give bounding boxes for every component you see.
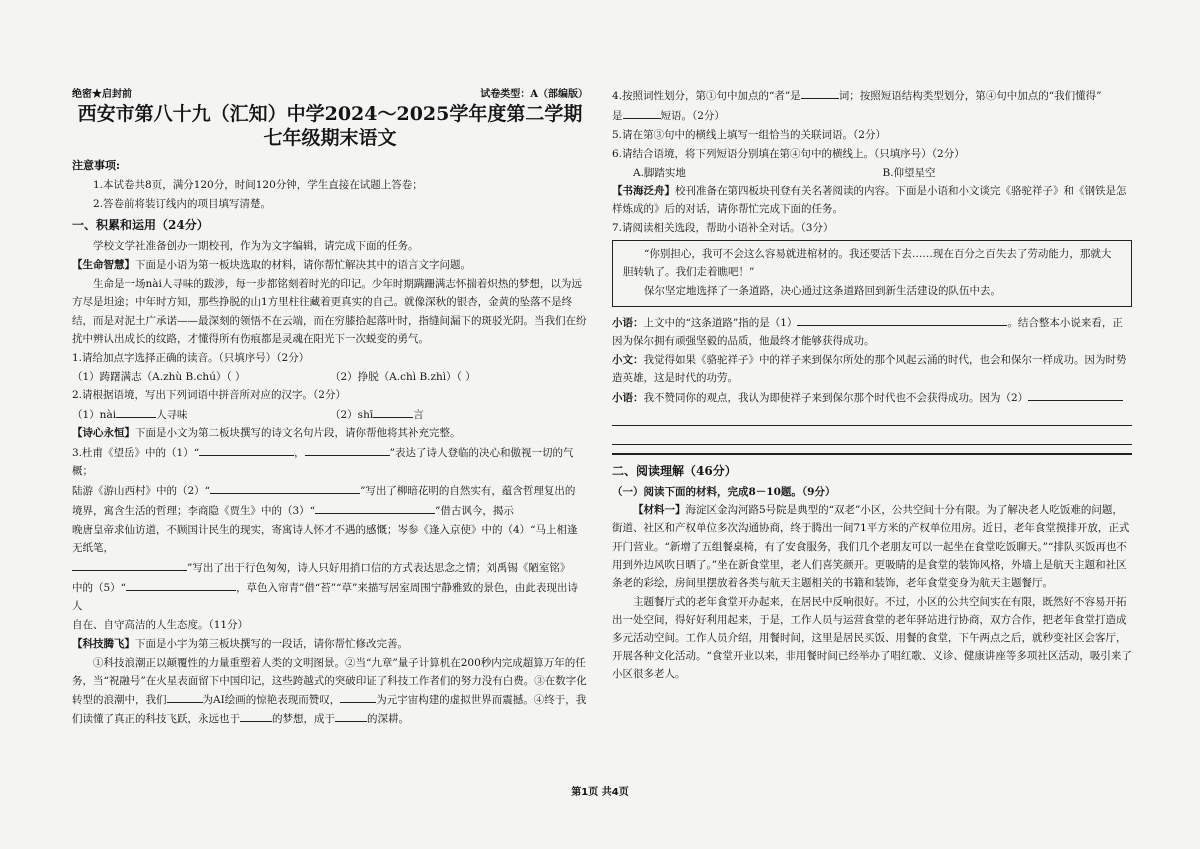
section-divider	[612, 453, 1132, 455]
notice-item: 2.答卷前将装订线内的项目填写清楚。	[93, 197, 272, 210]
q3-text: ”借古讽今，揭示	[435, 504, 514, 517]
dialogue-xiaowen	[612, 351, 1132, 387]
material-1-text: 海淀区金沟河路5号院是典型的“双老”小区，公共空间十分有限。为了解决老人吃饭难的问题，街道、社区和产权单位多次沟通协商，终于腾出一间71平方米的产权单位用房。近日，老年食堂摸排开放，正式开门营业。“新增了五组餐桌椅，有了安食服务，我们几个老朋友可以一起坐在食堂吃饭聊天。”“排队买饭再也不用到外边风吹日晒了。”坐在新食堂里，老人们喜笑颜开。更吸睛的是食堂的装饰风格，外墙上是航天主题和社区条老的彩绘，房间里摆放着各类与航天主题相关的书籍和装饰，老年食堂变身为航天主题餐厅。	[612, 504, 1130, 589]
part1-tag: 【生命智慧】	[72, 259, 135, 272]
answer-blank[interactable]	[126, 578, 236, 591]
question-5: 5.请在第③句中的横线上填写一组恰当的关联词语。（2分）	[612, 129, 886, 142]
answer-blank[interactable]	[335, 709, 367, 722]
question-3-line: 晚唐皇帝求仙访道，不顾国计民生的现实，寄寓诗人怀才不遇的感慨；岑参《逢入京使》中的（4）“马上相逢无纸笔，	[72, 524, 578, 555]
q4-text: 短语。（2分）	[660, 110, 725, 123]
answer-blank[interactable]	[305, 443, 390, 456]
material-1-para	[612, 501, 1132, 591]
left-column	[72, 86, 588, 730]
q3-text: ”表达了诗人登临的决心和傲视一切的气概；	[72, 446, 574, 477]
dialogue-text: 我觉得如果《骆驼祥子》中的祥子来到保尔所处的那个风起云涌的时代，也会和保尔一样成功。因为时势造英雄，这是时代的功劳。	[612, 353, 1127, 384]
question-1-options	[72, 368, 588, 386]
q4-text: 词；按照短语结构类型划分，第④句中加点的“我们懂得”	[838, 90, 1102, 102]
section2-subheading: （一）阅读下面的材料，完成8－10题。（9分）	[612, 486, 836, 499]
excerpt-quote: “你别担心，我可不会这么容易就进棺材的。我还要活下去……现在百分之百失去了劳动能力，那就大胆转轨了。我们走着瞧吧！”	[623, 248, 1112, 279]
part4-text: 校刊准备在第四板块刊登有关名著阅读的内容。下面是小语和小文谈完《骆驼祥子》和《钢铁是怎样炼成的》后的对话，请你帮忙完成下面的任务。	[612, 185, 1127, 216]
question-7: 7.请阅读相关选段，帮助小语补全对话。（3分）	[612, 222, 834, 235]
question-2-item-a	[72, 405, 330, 424]
speaker-label: 小语：	[612, 391, 644, 404]
answer-blank[interactable]	[210, 481, 360, 494]
question-1-option-b: （2）挣脱（A.chì B.zhì）（ ）	[330, 370, 476, 383]
question-3-line	[72, 443, 588, 480]
answer-blank[interactable]	[240, 709, 272, 722]
part3-instruction	[72, 635, 588, 653]
part4-instruction	[612, 182, 1132, 218]
section1-heading: 一、积累和运用（24分）	[72, 217, 209, 232]
material-1-para2: 主题餐厅式的老年食堂开办起来，在居民中反响很好。不过，小区的公共空间实在有限，既然好不容易开拓出一处空间，得好好利用起来，于是，工作人员与运营食堂的老年驿站进行协商，双方合作，把老年食堂打造成多元活动空间。工作人员介绍，用餐时间，这里是居民买饭、用餐的食堂，下午两点之后，就秒变社区会客厅，开展各种文化活动。“食堂开业以来，非用餐时间已经举办了唱红歌、义诊、健康讲座等多项社区活动，吸引来了小区很多老人。	[612, 595, 1132, 680]
q2a-suffix: 人寻味	[156, 408, 188, 421]
section1-intro: 学校文学社准备创办一期校刊，作为为文字编辑，请完成下面的任务。	[93, 240, 419, 253]
science-text: 的深耕。	[367, 713, 409, 726]
part1-text: 下面是小语为第一板块选取的材料，请你帮忙解决其中的语言文字问题。	[135, 259, 471, 272]
question-2: 2.请根据语境，写出下列词语中拼音所对应的汉字。（2分）	[72, 388, 346, 401]
q2b-suffix: 言	[413, 408, 424, 421]
answer-blank[interactable]	[801, 86, 839, 99]
question-2-item-b	[330, 405, 588, 424]
paper-type-label: 试卷类型：A（部编版）	[480, 89, 588, 100]
answer-blank[interactable]	[623, 106, 661, 119]
page-footer: 第1页 共4页	[571, 787, 629, 798]
science-text: 的梦想，成于	[272, 713, 335, 726]
q3-text: ，草色入帘青”借“苔”“草”来描写居室周围宁静雅致的景色，由此表现出诗人	[72, 582, 578, 613]
header-row	[72, 86, 588, 103]
speaker-label: 小文：	[612, 353, 644, 366]
q3-text: 境界，寓含生活的哲理；李商隐《贾生》中的（3）“	[72, 504, 316, 517]
answer-blank[interactable]	[116, 405, 156, 418]
question-6: 6.请结合语境，将下列短语分别填在第④句中的横线上。（只填序号）（2分）	[612, 148, 965, 161]
life-passage: 生命是一场nài人寻味的跋涉，每一步都铭刻着时光的印记。少年时期蹒跚满志怀揣着炽热的梦想，以为远方尽是坦途；中年时方知，那些挣脱的山1方里柱往藏着更真实的自己。就像深秋的银杏，金黄的坠落不是终结，而是对泥土广承诺——最深刻的领悟不在云端，而在穷膝拾起落叶时，指缝间漏下的斑驳光阴。当我们在纷扰中辨认出成长的纹路，才懂得所有伤痕都是灵魂在阳光下一次蜕变的勇气。	[72, 278, 587, 345]
q3-text: 陆游《游山西村》中的（2）“	[72, 484, 211, 497]
science-text: 为AI绘画的惊艳表现而赞叹，	[202, 694, 341, 707]
novel-excerpt-box	[612, 240, 1132, 306]
question-6-option-a: A.脚踏实地	[633, 167, 686, 180]
part2-tag: 【诗心永恒】	[72, 426, 135, 439]
part1-instruction	[72, 256, 588, 274]
dialogue-xiaoyu-1	[612, 313, 1132, 350]
answer-blank[interactable]	[315, 501, 435, 514]
answer-blank[interactable]	[72, 558, 187, 571]
question-3-line	[72, 481, 588, 500]
part2-instruction	[72, 424, 588, 442]
question-3-line	[72, 558, 588, 577]
answer-blank[interactable]	[167, 690, 203, 703]
q2a-pinyin: （1）nài	[72, 408, 117, 421]
question-1: 1.请给加点字选择正确的读音。（只填序号）（2分）	[72, 351, 310, 364]
q3-text: 中的（5）“	[72, 582, 127, 595]
question-4-line	[612, 86, 1132, 105]
q3-text: ”写出了柳暗花明的自然实有，蕴含哲理复出的	[360, 484, 576, 497]
science-passage	[72, 654, 588, 728]
answer-line[interactable]	[612, 409, 1132, 426]
q3-text: 3.杜甫《望岳》中的（1）“	[72, 446, 200, 459]
question-1-option-a: （1）踌躇满志（A.zhù B.chú）（ ）	[72, 370, 246, 383]
question-3-line	[72, 501, 588, 520]
answer-blank[interactable]	[797, 313, 1007, 326]
right-column	[612, 86, 1132, 684]
q3-text: ”写出了出于行色匆匆，诗人只好用捎口信的方式表达思念之情；刘禹锡《陋室铭》	[187, 562, 571, 575]
notice-heading: 注意事项:	[72, 158, 121, 172]
q2b-pinyin: （2）shī	[330, 408, 374, 421]
part3-tag: 【科技腾飞】	[72, 638, 135, 651]
material-1-tag: 【材料一】	[633, 504, 686, 517]
question-6-options	[612, 164, 1132, 182]
dialogue-text: 上文中的“这条道路”指的是（1）	[643, 316, 798, 329]
speaker-label: 小语：	[612, 316, 644, 329]
question-6-option-b: B.仰望星空	[882, 167, 936, 180]
answer-blank[interactable]	[340, 690, 376, 703]
answer-blank[interactable]	[373, 405, 413, 418]
answer-line[interactable]	[612, 428, 1132, 445]
question-3-line: 自在、自守高洁的人生态度。（11分）	[72, 619, 249, 632]
dialogue-text: 我不赞同你的观点，我认为即使祥子来到保尔那个时代也不会获得成功。因为（2）	[643, 391, 1029, 404]
science-text: ①科技浪潮正以颠覆性的力量重塑着人类的文明图景。②当“九章”量子计算机在200秒内完成超算万年的任务，当“祝融号”在火星表面留下中国印记，这些跨越式的突破印证了科技工作者们的努力没有白费。③在数字化转型的浪潮中，我们	[72, 657, 587, 707]
question-4-line	[612, 106, 1132, 125]
q3-text: ，	[294, 446, 305, 459]
secret-label: 绝密★启封前	[72, 89, 132, 100]
exam-title-line2: 七年级期末语文	[263, 126, 397, 149]
science-text: 为元宇宙构建的虚拟世界而震撼。④终于，我们读懂了真正的科技飞跃，永远也于	[72, 694, 587, 726]
question-2-items	[72, 405, 588, 424]
notice-item: 1.本试卷共8页，满分120分，时间120分钟，学生直接在试题上答卷；	[93, 178, 423, 191]
dialogue-text: 。结合整本小说来看，正因为保尔拥有顽强坚毅的品质，他最终才能够获得成功。	[612, 316, 1123, 347]
q4-text: 是	[612, 110, 623, 123]
part3-text: 下面是小宇为第三板块撰写的一段话，请你帮忙修改完善。	[135, 638, 408, 651]
section2-heading: 二、阅读理解（46分）	[612, 463, 737, 478]
part2-text: 下面是小文为第二板块撰写的诗文名句片段，请你帮他将其补充完整。	[135, 426, 461, 439]
answer-blank[interactable]	[199, 443, 294, 456]
dialogue-xiaoyu-2	[612, 388, 1132, 407]
part4-tag: 【书海泛舟】	[612, 185, 675, 198]
excerpt-narration: 保尔坚定地选择了一条道路，决心通过这条道路回到新生活建设的队伍中去。	[644, 285, 1001, 298]
q4-text: 4.按照词性划分，第①句中加点的“者”是	[612, 90, 801, 102]
answer-blank[interactable]	[1028, 388, 1123, 401]
question-3-line	[72, 578, 588, 615]
exam-title-line1: 西安市第八十九（汇知）中学2024～2025学年度第二学期	[77, 103, 583, 126]
